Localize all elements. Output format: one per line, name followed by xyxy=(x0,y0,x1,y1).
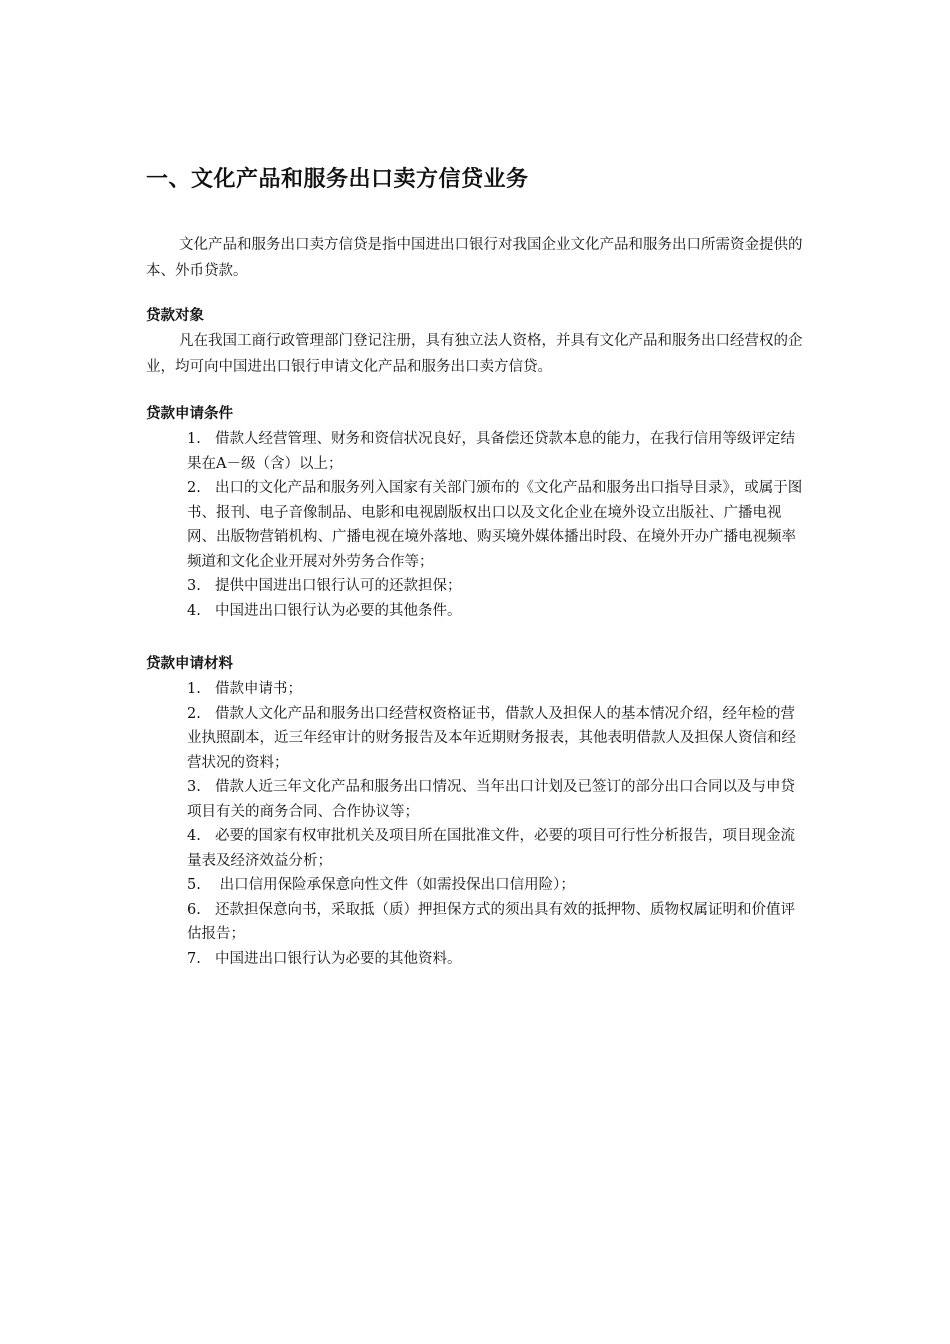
list-item xyxy=(187,476,807,574)
list-item xyxy=(187,702,807,776)
list-item xyxy=(187,898,807,947)
list-item-number: 1. xyxy=(187,431,201,447)
list-item-text: 出口的文化产品和服务列入国家有关部门颁布的《文化产品和服务出口指导目录》，或属于图书、报刊、电子音像制品、电影和电视剧版权出口以及文化企业在境外设立出版社、广播电视网、出版物营销机构、广播电视在境外落地、购买境外媒体播出时段、在境外开办广播电视频率频道和文化企业开展对外劳务合作等； xyxy=(187,480,803,570)
list-item xyxy=(187,947,807,972)
list-item-number: 7. xyxy=(187,950,201,967)
list-item-text: 借款申请书； xyxy=(215,681,302,697)
list-item-number: 2. xyxy=(187,480,201,496)
list-item-number: 3. xyxy=(187,779,201,795)
list-item-number: 2. xyxy=(187,705,201,722)
list-item-text: 借款人文化产品和服务出口经营权资格证书，借款人及担保人的基本情况介绍，经年检的营业执照副本，近三年经审计的财务报告及本年近期财务报表，其他表明借款人及担保人资信和经营状况的资料； xyxy=(187,705,796,771)
intro-paragraph: 文化产品和服务出口卖方信贷是指中国进出口银行对我国企业文化产品和服务出口所需资金提供的本、外币贷款。 xyxy=(146,237,803,279)
list-item xyxy=(187,427,807,476)
list-item-text: 必要的国家有权审批机关及项目所在国批准文件，必要的项目可行性分析报告，项目现金流量表及经济效益分析； xyxy=(187,828,795,869)
materials-list xyxy=(187,677,807,971)
list-item-text: 借款人经营管理、财务和资信状况良好，具备偿还贷款本息的能力，在我行信用等级评定结果在A－级（含）以上； xyxy=(187,431,795,472)
section-heading-conditions: 贷款申请条件 xyxy=(146,406,233,422)
list-item-number: 1. xyxy=(187,681,201,697)
list-item-number: 4. xyxy=(187,828,201,844)
section-heading-loan-target: 贷款对象 xyxy=(146,308,204,324)
list-item-text: 中国进出口银行认为必要的其他条件。 xyxy=(215,602,462,619)
list-item xyxy=(187,824,807,873)
list-item-number: 5. xyxy=(187,877,201,893)
page-title: 一、文化产品和服务出口卖方信贷业务 xyxy=(146,167,529,192)
list-item-number: 4. xyxy=(187,602,201,619)
list-item xyxy=(187,677,807,702)
list-item-text: 还款担保意向书，采取抵（质）押担保方式的须出具有效的抵押物、质物权属证明和价值评估报告； xyxy=(187,901,795,942)
conditions-list xyxy=(187,427,807,623)
list-item-text: 借款人近三年文化产品和服务出口情况、当年出口计划及已签订的部分出口合同以及与申贷项目有关的商务合同、合作协议等； xyxy=(187,779,795,820)
list-item-text: 中国进出口银行认为必要的其他资料。 xyxy=(215,950,462,967)
list-item-number: 6. xyxy=(187,901,201,918)
list-item-text: 提供中国进出口银行认可的还款担保； xyxy=(215,578,462,594)
list-item xyxy=(187,775,807,824)
section-heading-materials: 贷款申请材料 xyxy=(146,656,233,672)
list-item xyxy=(187,873,807,898)
list-item-text: 出口信用保险承保意向性文件（如需投保出口信用险）； xyxy=(215,877,575,893)
list-item xyxy=(187,599,807,624)
list-item-number: 3. xyxy=(187,578,201,594)
list-item xyxy=(187,574,807,599)
section-body-loan-target: 凡在我国工商行政管理部门登记注册，具有独立法人资格，并具有文化产品和服务出口经营权的企业，均可向中国进出口银行申请文化产品和服务出口卖方信贷。 xyxy=(146,333,803,375)
